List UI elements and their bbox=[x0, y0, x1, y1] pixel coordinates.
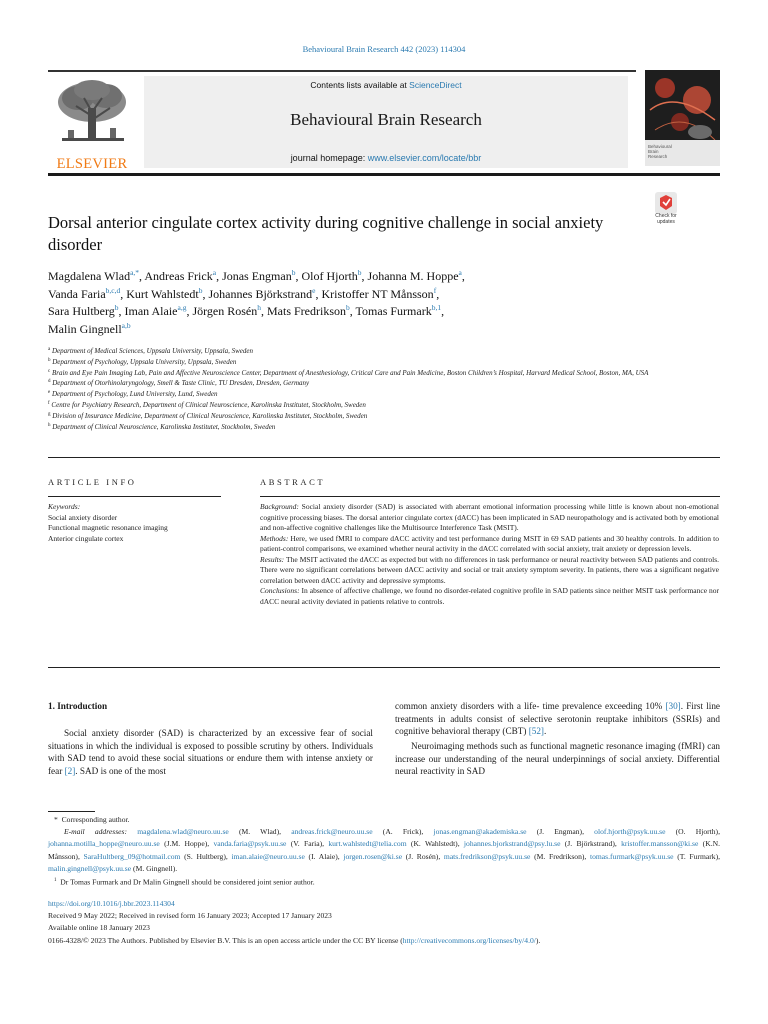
author-line bbox=[48, 286, 688, 304]
email-link[interactable]: andreas.frick@neuro.uu.se bbox=[291, 827, 373, 837]
affiliation-list bbox=[48, 346, 698, 432]
email-owner: (V. Faria), bbox=[286, 839, 329, 849]
affiliation-mark: e bbox=[48, 390, 51, 396]
affiliation-mark: d bbox=[48, 379, 51, 385]
email-addresses bbox=[48, 826, 720, 875]
author-name[interactable]: Johanna M. Hoppe bbox=[367, 269, 459, 283]
author-affiliation-mark[interactable]: a,g bbox=[177, 303, 187, 312]
corresponding-author-note bbox=[48, 814, 720, 826]
check-updates-line: updates bbox=[657, 218, 675, 225]
section-divider bbox=[48, 457, 720, 458]
email-owner: (S. Hultberg), bbox=[180, 851, 232, 861]
author-separator: , bbox=[349, 304, 356, 318]
abstract-section-text: The MSIT activated the dACC as expected but with no differences in task performance or neural reactivity between SAD patients and controls. There were no significant correlations between dACC activity and social or trait anxiety symptom severity. In patients, there was a significant negative correlation between dACC activity and depressive symptoms. bbox=[260, 554, 719, 585]
intro-paragraph-right-2 bbox=[395, 740, 720, 778]
author-separator: , bbox=[118, 304, 125, 318]
corresponding-mark: * bbox=[54, 815, 58, 824]
email-owner: (J. Rosén), bbox=[402, 851, 444, 861]
abstract-section bbox=[260, 586, 719, 607]
body-text: . SAD is one of the most bbox=[75, 765, 166, 776]
author-separator: , bbox=[202, 286, 209, 301]
email-link[interactable]: vanda.faria@psyk.uu.se bbox=[213, 839, 287, 849]
citation-link[interactable]: [30] bbox=[665, 701, 681, 711]
masthead-top-rule bbox=[48, 70, 636, 72]
email-owner: (M. Gingnell). bbox=[131, 863, 178, 873]
author-line bbox=[48, 321, 688, 339]
keyword-item[interactable]: Anterior cingulate cortex bbox=[48, 533, 124, 543]
author-name[interactable]: Jörgen Rosén bbox=[192, 304, 258, 318]
joint-note-text: Dr Tomas Furmark and Dr Malin Gingnell should be considered joint senior author. bbox=[60, 877, 315, 887]
abstract-section-text: Social anxiety disorder (SAD) is associated with aberrant emotional information processing while little is known about non-emotional cognitive processing biases. The dorsal anterior cingulate cortex (dACC) has been implicated in SAD neuropathology and is activated both by emotional and non-affective cognitive challenges like the Multisource Interference Task (MSIT). bbox=[260, 502, 719, 532]
abstract-rule bbox=[260, 496, 720, 497]
affiliation-mark: g bbox=[48, 411, 51, 417]
elsevier-tree-logo[interactable] bbox=[48, 76, 136, 172]
license-link[interactable]: http://creativecommons.org/licenses/by/4.0/ bbox=[402, 935, 536, 945]
affiliation-text: Department of Otorhinolaryngology, Smell & Taste Clinic, TU Dresden, Dresden, Germany bbox=[52, 379, 310, 388]
email-owner: (K.N. Månsson), bbox=[48, 839, 720, 861]
cover-label-line: Behavioural bbox=[648, 144, 672, 149]
homepage-prefix: journal homepage: bbox=[290, 153, 368, 163]
author-separator: , bbox=[315, 286, 322, 301]
author-name[interactable]: Magdalena Wlad bbox=[48, 269, 131, 283]
joint-mark: 1 bbox=[54, 878, 57, 884]
author-affiliation-mark[interactable]: a bbox=[458, 268, 462, 277]
affiliation-mark: f bbox=[48, 400, 50, 406]
email-link[interactable]: SaraHultberg_09@hotmail.com bbox=[83, 851, 181, 861]
abstract-bottom-rule bbox=[48, 667, 720, 668]
elsevier-wordmark: ELSEVIER bbox=[56, 156, 128, 172]
sciencedirect-link[interactable]: ScienceDirect bbox=[409, 80, 462, 90]
email-owner: (O. Hjorth), bbox=[665, 827, 720, 837]
author-name[interactable]: Kristoffer NT Månsson bbox=[321, 286, 434, 301]
keyword-item[interactable]: Functional magnetic resonance imaging bbox=[48, 523, 168, 532]
footnotes bbox=[48, 814, 720, 889]
author-name[interactable]: Johannes Björkstrand bbox=[208, 286, 313, 301]
check-for-updates-badge[interactable] bbox=[647, 192, 685, 230]
abstract-section bbox=[260, 534, 719, 555]
article-info-rule bbox=[48, 496, 221, 497]
body-text: Social anxiety disorder (SAD) is characterized by an excessive fear of social situations in which the individual is exposed to possible scrutiny by others. Individuals with SAD tend to avoid these social situations or endure them with intense anxiety or fear bbox=[48, 728, 373, 776]
license-line bbox=[48, 935, 728, 947]
keywords-label: Keywords: bbox=[48, 502, 81, 511]
email-owner: (I. Alaie), bbox=[304, 851, 344, 861]
affiliation-mark: a bbox=[48, 347, 51, 352]
email-link[interactable]: mats.fredrikson@psyk.uu.se bbox=[443, 851, 531, 861]
affiliation-item bbox=[48, 422, 698, 433]
journal-name: Behavioural Brain Research bbox=[290, 110, 482, 129]
author-affiliation-mark[interactable]: b bbox=[114, 303, 119, 312]
email-link[interactable]: jonas.engman@akademiska.se bbox=[433, 827, 527, 837]
affiliation-item bbox=[48, 368, 698, 379]
author-name[interactable]: Tomas Furmark bbox=[355, 304, 432, 318]
masthead-center-panel bbox=[144, 76, 628, 168]
doi-link[interactable]: https://doi.org/10.1016/j.bbr.2023.114304 bbox=[48, 899, 175, 908]
email-owner: (A. Frick), bbox=[372, 827, 434, 837]
journal-masthead bbox=[48, 70, 636, 170]
author-affiliation-mark[interactable]: b,c,d bbox=[105, 285, 121, 295]
author-affiliation-mark[interactable]: b bbox=[291, 268, 296, 277]
email-link[interactable]: johannes.bjorkstrand@psy.lu.se bbox=[463, 839, 561, 849]
email-owner: (J. Engman), bbox=[526, 827, 595, 837]
abstract-section-text: In absence of affective challenge, we found no disorder-related cognitive profile in SAD patients since neither MSIT task performance nor dACC neural activity deviated in patients relative to controls. bbox=[260, 586, 719, 606]
author-separator: , bbox=[441, 304, 445, 318]
author-affiliation-mark[interactable]: a,b bbox=[121, 320, 131, 330]
license-suffix: ). bbox=[535, 935, 541, 945]
footnote-rule bbox=[48, 811, 95, 812]
journal-cover-image[interactable] bbox=[645, 70, 720, 166]
email-link[interactable]: magdalena.wlad@neuro.uu.se bbox=[137, 827, 229, 837]
check-updates-line: Check for bbox=[655, 213, 677, 219]
author-name[interactable]: Kurt Wahlstedt bbox=[126, 286, 199, 301]
author-list bbox=[48, 268, 688, 338]
intro-paragraph-right bbox=[395, 700, 720, 738]
body-text: common anxiety disorders with a life- time prevalence exceeding 10% bbox=[395, 701, 666, 711]
author-affiliation-mark[interactable]: a,* bbox=[130, 268, 140, 277]
affiliation-item bbox=[48, 411, 698, 422]
affiliation-mark: b bbox=[48, 357, 51, 363]
affiliation-item bbox=[48, 346, 698, 357]
corresponding-text: Corresponding author. bbox=[61, 815, 130, 824]
abstract-section-label: Conclusions: bbox=[260, 586, 300, 595]
abstract-heading: ABSTRACT bbox=[260, 477, 326, 487]
article-info-heading: ARTICLE INFO bbox=[48, 477, 137, 487]
author-name[interactable]: Sara Hultberg bbox=[48, 304, 115, 318]
received-dates: Received 9 May 2022; Received in revised form 16 January 2023; Accepted 17 January 2023 bbox=[48, 911, 332, 921]
cover-title-text bbox=[648, 144, 672, 159]
author-name[interactable]: Vanda Faria bbox=[48, 286, 106, 301]
affiliation-text: Department of Clinical Neuroscience, Karolinska Institutet, Stockholm, Sweden bbox=[52, 422, 276, 431]
author-separator: , bbox=[261, 304, 267, 318]
affiliation-text: Department of Psychology, Uppsala University, Uppsala, Sweden bbox=[52, 357, 237, 366]
cover-label-line: Brain bbox=[648, 149, 659, 154]
affiliation-text: Brain and Eye Pain Imaging Lab, Pain and Affective Neuroscience Center, Department of Anesthesiology, Critical Care and Pain Medicine, Boston Children’s Hospital, Harvard Medical School, Boston, MA, USA bbox=[51, 368, 649, 377]
author-affiliation-mark[interactable]: b bbox=[357, 268, 362, 277]
publication-info bbox=[48, 898, 728, 947]
contents-prefix: Contents lists available at bbox=[310, 80, 410, 90]
affiliation-text: Centre for Psychiatry Research, Department of Clinical Neuroscience, Karolinska Institutet, Stockholm, Sweden bbox=[51, 400, 366, 409]
author-line bbox=[48, 268, 688, 286]
author-name[interactable]: Mats Fredrikson bbox=[267, 304, 346, 318]
email-link[interactable]: kristoffer.mansson@ki.se bbox=[621, 839, 699, 849]
affiliation-item bbox=[48, 357, 698, 368]
email-link[interactable]: johanna.motilla_hoppe@neuro.uu.se bbox=[48, 839, 160, 849]
email-label: E-mail addresses: bbox=[64, 827, 128, 837]
affiliation-item bbox=[48, 400, 698, 411]
journal-homepage-link[interactable]: www.elsevier.com/locate/bbr bbox=[367, 153, 482, 163]
author-affiliation-mark[interactable]: f bbox=[433, 285, 437, 295]
author-name[interactable]: Olof Hjorth bbox=[301, 269, 358, 283]
author-name[interactable]: Jonas Engman bbox=[222, 269, 292, 283]
author-affiliation-mark[interactable]: a bbox=[212, 268, 217, 277]
email-link[interactable]: tomas.furmark@psyk.uu.se bbox=[589, 851, 674, 861]
abstract-section-text: Here, we used fMRI to compare dACC activity and test performance during MSIT in 69 SAD patients and 30 healthy controls. In addition to patient-control comparisons, we examined whether neural activity in the dACC correlated with social anxiety, trait anxiety or depression levels. bbox=[260, 533, 719, 553]
author-affiliation-mark[interactable]: e bbox=[312, 285, 316, 295]
email-link[interactable]: malin.gingnell@psyk.uu.se bbox=[48, 863, 132, 873]
author-separator: , bbox=[295, 269, 302, 283]
contents-available-line bbox=[144, 80, 628, 90]
available-online-date: Available online 18 January 2023 bbox=[48, 923, 150, 933]
email-link[interactable]: kurt.wahlstedt@telia.com bbox=[328, 839, 407, 849]
abstract-section-label: Background: bbox=[260, 502, 299, 511]
introduction-heading: 1. Introduction bbox=[48, 701, 108, 711]
license-prefix: 0166-4328/© 2023 The Authors. Published by Elsevier B.V. This is an open access article under the CC BY license ( bbox=[48, 935, 403, 945]
affiliation-text: Department of Medical Sciences, Uppsala University, Uppsala, Sweden bbox=[51, 347, 254, 355]
author-separator: , bbox=[216, 269, 223, 283]
citation-link[interactable]: [52] bbox=[528, 726, 544, 737]
email-owner: (M. Fredrikson), bbox=[530, 851, 590, 861]
affiliation-mark: c bbox=[48, 368, 51, 374]
email-link[interactable]: iman.alaie@neuro.uu.se bbox=[231, 851, 305, 861]
email-owner: (M. Wlad), bbox=[228, 827, 292, 837]
keywords-block bbox=[48, 502, 223, 544]
elsevier-tree-icon bbox=[48, 76, 136, 152]
email-owner: (K. Wahlstedt), bbox=[406, 839, 464, 849]
abstract-section bbox=[260, 555, 719, 587]
body-text: . bbox=[544, 726, 547, 737]
check-updates-icon bbox=[647, 192, 685, 214]
body-text: . First line treatments in adults consist of selective serotonin reuptake inhibitors (SSRIs) and cognitive behavioral therapy (CBT) bbox=[395, 701, 720, 737]
author-separator: , bbox=[120, 286, 127, 301]
email-link[interactable]: jorgen.rosen@ki.se bbox=[343, 851, 403, 861]
cover-label-line: Research bbox=[648, 154, 668, 159]
abstract-body bbox=[260, 502, 719, 607]
author-affiliation-mark[interactable]: h bbox=[257, 303, 261, 312]
affiliation-text: Department of Psychology, Lund University, Lund, Sweden bbox=[51, 390, 218, 399]
author-name[interactable]: Iman Alaie bbox=[124, 304, 178, 318]
author-affiliation-mark[interactable]: b bbox=[346, 303, 350, 312]
citation-link[interactable]: [2] bbox=[64, 765, 76, 776]
affiliation-item bbox=[48, 389, 698, 400]
joint-senior-note bbox=[48, 875, 720, 889]
author-name[interactable]: Malin Gingnell bbox=[48, 321, 122, 336]
abstract-section-label: Methods: bbox=[260, 533, 289, 543]
article-title: Dorsal anterior cingulate cortex activity during cognitive challenge in social anxiety disorder bbox=[48, 213, 604, 254]
email-link[interactable]: olof.hjorth@psyk.uu.se bbox=[594, 827, 666, 837]
author-line bbox=[48, 303, 688, 321]
email-owner: (J.M. Hoppe), bbox=[159, 839, 214, 849]
affiliation-item bbox=[48, 378, 698, 389]
author-separator: , bbox=[186, 304, 193, 318]
intro-paragraph-left bbox=[48, 727, 373, 777]
author-separator: , bbox=[361, 269, 368, 283]
author-affiliation-mark[interactable]: b bbox=[198, 285, 203, 295]
keyword-item[interactable]: Social anxiety disorder bbox=[48, 512, 118, 522]
body-text: Neuroimaging methods such as functional magnetic resonance imaging (fMRI) can increase our understanding of the neural underpinnings of social anxiety. Differential neural reactivity in SAD bbox=[395, 741, 720, 777]
affiliation-mark: h bbox=[48, 422, 51, 428]
author-name[interactable]: Andreas Frick bbox=[144, 269, 213, 283]
journal-homepage-line bbox=[144, 153, 628, 163]
check-updates-label bbox=[647, 214, 685, 225]
author-affiliation-mark[interactable]: b,1 bbox=[431, 303, 442, 312]
author-separator: , bbox=[436, 286, 440, 301]
author-separator: , bbox=[139, 269, 145, 283]
email-owner: (T. Furmark), bbox=[673, 851, 720, 861]
author-separator: , bbox=[461, 269, 465, 283]
running-header[interactable]: Behavioural Brain Research 442 (2023) 114304 bbox=[302, 44, 466, 54]
email-owner: (J. Björkstrand), bbox=[560, 839, 622, 849]
abstract-section bbox=[260, 502, 719, 534]
masthead-bottom-rule bbox=[48, 173, 720, 176]
affiliation-text: Division of Insurance Medicine, Department of Clinical Neuroscience, Karolinska Institutet, Stockholm, Sweden bbox=[52, 411, 368, 420]
abstract-section-label: Results: bbox=[260, 554, 285, 564]
